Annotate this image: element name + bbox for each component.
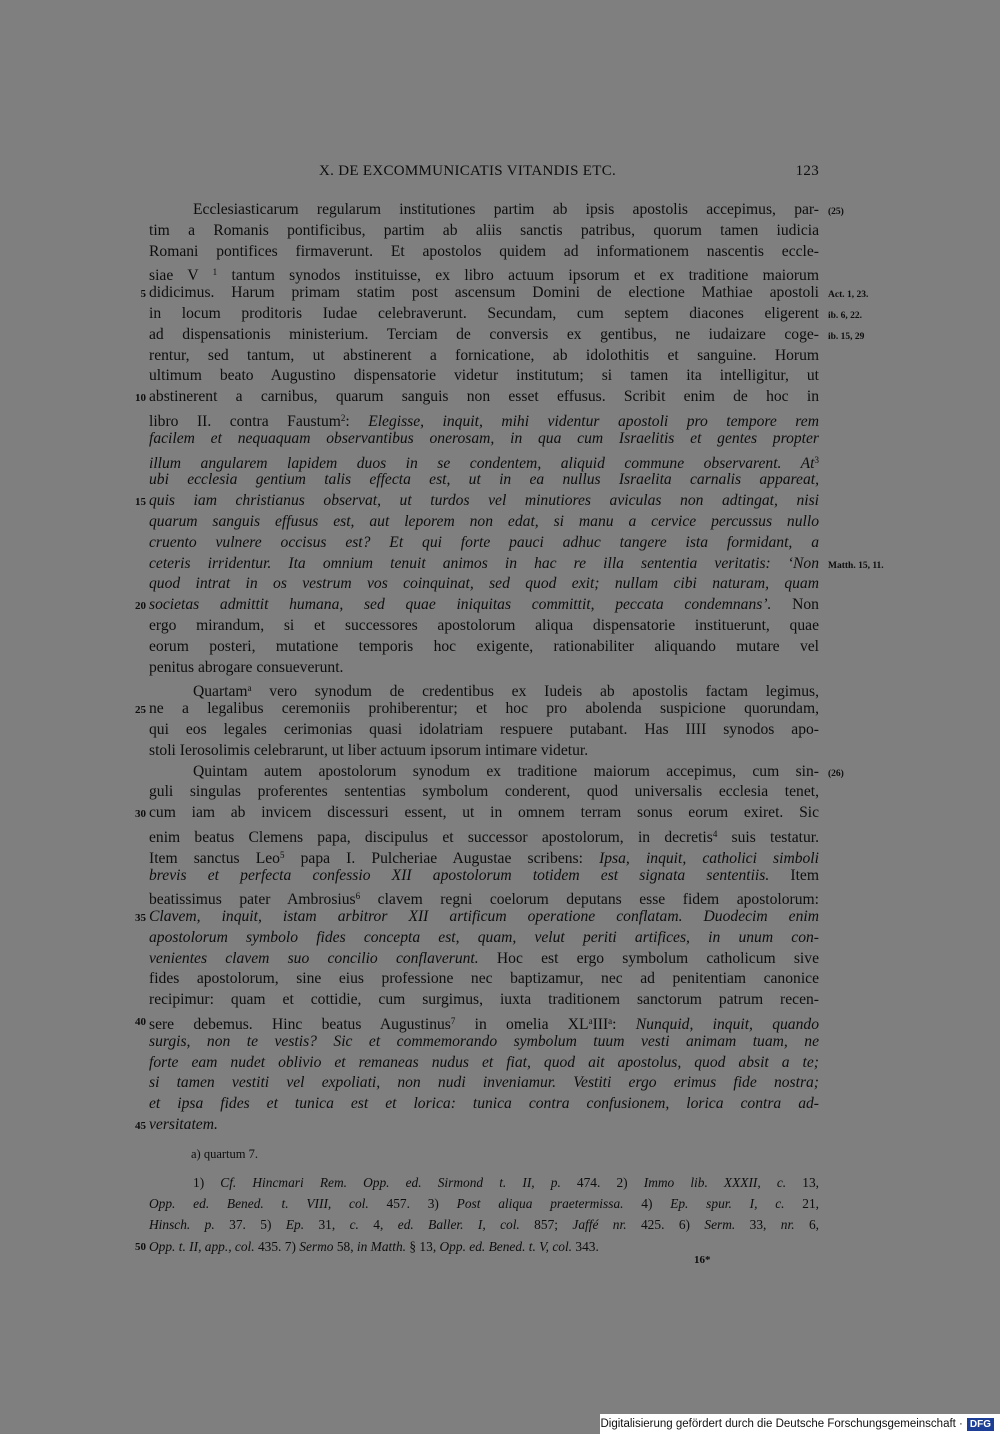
line-text: libro II. contra Faustum$^2$: Elegisse, inquit, mihi videntur apostoli pro tempore rem xyxy=(149,412,819,430)
line-text: cum iam ab invicem discessuri essent, ut in omnem terram sonus eorum exiret. Sic xyxy=(149,804,819,822)
margin-reference: (26) xyxy=(828,768,844,779)
line-text: facilem et nequaquam observantibus onerosam, in qua cum Israelitis et gentes propter xyxy=(149,429,819,447)
text-line xyxy=(149,866,819,887)
text-line xyxy=(135,387,819,408)
line-text: Romani pontifices firmaverunt. Et apostolos quidem ad informationem nascentis eccle- xyxy=(149,242,819,260)
digitization-footer xyxy=(600,1414,1000,1434)
line-number: 35 xyxy=(135,912,146,925)
text-line xyxy=(149,408,819,429)
text-line xyxy=(149,325,865,346)
footnote-line xyxy=(149,1193,819,1214)
margin-reference: Act. 1, 23. xyxy=(828,290,869,301)
line-text: forte eam nudet oblivio et remaneas nudus et fiat, quod ait apostolus, quod absit a te; xyxy=(149,1053,819,1071)
text-line xyxy=(149,346,819,367)
line-text: Hinsch. p. 37. 5) Ep. 31, c. 4, ed. Baller. I, col. 857; Jaffé nr. 425. 6) Serm. 33, nr. 6, xyxy=(149,1217,820,1233)
line-text: quarum sanguis effusus est, aut leporem non edat, si manu a cervice percussus nullo xyxy=(149,512,819,530)
text-line xyxy=(149,470,819,491)
line-text: Ecclesiasticarum regularum institutiones partim ab ipsis apostolis accepimus, par- xyxy=(193,201,819,218)
text-line xyxy=(149,1053,819,1074)
running-header xyxy=(149,163,819,185)
line-text: abstinerent a carnibus, quarum sanguis non esset effusus. Scribit enim de hoc in xyxy=(149,388,819,406)
text-line xyxy=(149,741,819,762)
line-text: ubi ecclesia gentium talis effecta est, ut in ea nullus Israelita carnalis appareat, xyxy=(149,471,819,489)
text-line xyxy=(149,242,819,263)
text-line xyxy=(149,554,884,575)
text-line xyxy=(149,262,819,283)
line-text: sere debemus. Hinc beatus Augustinus$^7$ in omelia $XL^aIII^a$: Nunquid, inquit, quando xyxy=(149,1016,819,1034)
line-text: rentur, sed tantum, ut abstinerent a fornicatione, ab idolothitis et sanguine. Horum xyxy=(149,346,819,364)
line-text: brevis et perfecta confessio XII apostolorum totidem est signata sententiis. Item xyxy=(149,866,819,884)
text-line xyxy=(149,845,819,866)
footnotes xyxy=(135,1172,820,1257)
line-number: 20 xyxy=(135,600,146,613)
text-line xyxy=(149,928,819,949)
text-line xyxy=(149,990,819,1011)
dfg-logo: DFG xyxy=(967,1418,994,1431)
line-text: Clavem, inquit, istam arbitror XII artificum operatione conflatam. Duodecim enim xyxy=(149,908,819,926)
line-text: ceteris irridentur. Ita omnium tenuit animos in hac re illa sententia veritatis: ‘Non xyxy=(149,554,819,572)
line-number: 25 xyxy=(135,704,146,717)
footnote-line xyxy=(149,1214,819,1235)
text-line xyxy=(135,699,819,720)
text-line xyxy=(149,1073,819,1094)
line-text: Quintam autem apostolorum synodum ex traditione maiorum accepimus, cum sin- xyxy=(193,762,819,780)
text-line xyxy=(149,450,819,471)
text-line xyxy=(140,283,869,304)
line-number: 45 xyxy=(135,1120,146,1133)
text-line xyxy=(149,1094,819,1115)
line-number: 15 xyxy=(135,496,146,509)
margin-reference: ib. 6, 22. xyxy=(828,310,863,321)
line-text: ad dispensationis ministerium. Terciam de conversis ex gentibus, ne iudaizare coge- xyxy=(149,325,819,343)
text-line xyxy=(149,512,819,533)
line-text: beatissimus pater Ambrosius$^6$ clavem regni coelorum deputans esse fidem apostolorum: xyxy=(149,891,819,909)
text-line xyxy=(149,949,819,970)
text-line xyxy=(149,762,844,783)
line-text: societas admittit humana, sed quae iniquitas committit, peccata condemnans’. Non xyxy=(149,596,819,614)
text-line xyxy=(135,595,819,616)
text-line xyxy=(135,803,819,824)
line-text: illum angularem lapidem duos in se condentem, aliquid commune observarent. At$^3$ xyxy=(149,454,819,472)
line-number: 40 xyxy=(135,1016,146,1029)
line-text: stoli Ierosolimis celebrarunt, ut liber actuum ipsorum intimare videtur. xyxy=(149,741,589,759)
line-text: quis iam christianus observat, ut turdos vel minutiores aviculas non adtingat, nisi xyxy=(149,492,819,510)
text-line xyxy=(149,533,819,554)
line-text: tim a Romanis pontificibus, partim ab aliis sanctis patribus, quorum tamen iudicia xyxy=(149,221,819,239)
line-text: quod intrat in os vestrum vos coinquinat, sed quod exit; nullam cibi naturam, quam xyxy=(149,575,819,593)
text-line xyxy=(149,616,819,637)
line-text: apostolorum symbolo fides concepta est, quam, velut periti artifices, in unum con- xyxy=(149,928,819,946)
line-text: ne a legalibus ceremoniis prohiberentur; et hoc pro abolenda suspicione quorundam, xyxy=(149,700,819,718)
text-line xyxy=(149,886,819,907)
footnote-line xyxy=(149,1172,819,1193)
text-line xyxy=(149,574,819,595)
line-text: surgis, non te vestis? Sic et commemorando symbolum tuum vesti animam tuam, ne xyxy=(149,1032,819,1050)
variant-note: a) quartum 7. xyxy=(191,1147,258,1161)
margin-reference: Matth. 15, 11. xyxy=(828,560,884,571)
text-line xyxy=(149,429,819,450)
line-text: siae V $^1$ tantum synodos instituisse, ex libro actuum ipsorum et ex traditione maiorum xyxy=(149,267,819,285)
text-line xyxy=(149,200,844,221)
line-text: eorum posteri, mutatione temporis hoc exigente, rationabiliter aliquando mutare vel xyxy=(149,637,819,655)
line-text: fides apostolorum, sine eius professione nec baptizamur, nec ad penitentiam canonice xyxy=(149,970,819,988)
line-number: 50 xyxy=(135,1240,146,1253)
line-text: in locum proditoris Iudae celebraverunt. Secundam, cum septem diacones eligerent xyxy=(149,304,819,322)
main-text xyxy=(135,200,884,1136)
line-number: 10 xyxy=(135,392,146,405)
text-line xyxy=(135,491,819,512)
text-line xyxy=(149,221,819,242)
line-text: didicimus. Harum primam statim post ascensum Domini de electione Mathiae apostoli xyxy=(149,284,819,302)
text-line xyxy=(149,824,819,845)
text-line xyxy=(149,366,819,387)
running-title: X. DE EXCOMMUNICATIS VITANDIS ETC. xyxy=(319,163,617,179)
line-number: 30 xyxy=(135,808,146,821)
text-line xyxy=(149,304,863,325)
line-text: guli singulas proferentes sententias symbolum conderent, quod universalis ecclesia tenet, xyxy=(149,783,819,801)
line-text: ultimum beato Augustino dispensatorie videtur institutum; si tamen ita intelligitur, ut xyxy=(149,367,819,385)
line-text: et ipsa fides et tunica est et lorica: tunica contra confusionem, lorica contra ad- xyxy=(149,1095,819,1113)
text-line xyxy=(135,907,819,928)
text-line xyxy=(149,720,819,741)
page-number: 123 xyxy=(795,163,819,179)
text-line xyxy=(135,1115,819,1136)
text-line xyxy=(149,969,819,990)
text-line xyxy=(149,1032,819,1053)
line-text: Quartam$^a$ vero synodum de credentibus ex Iudeis ab apostolis factam legimus, xyxy=(193,683,819,701)
text-line xyxy=(149,637,819,658)
line-text: Item sanctus Leo$^5$ papa I. Pulcheriae Augustae scribens: Ipsa, inquit, catholici simboli xyxy=(149,849,819,867)
line-text: 1) Cf. Hincmari Rem. Opp. ed. Sirmond t. II, p. 474. 2) Immo lib. XXXII, c. 13, xyxy=(193,1175,820,1190)
footer-text: Digitalisierung gefördert durch die Deutsche Forschungsgemeinschaft · xyxy=(600,1418,963,1430)
line-text: penitus abrogare consueverunt. xyxy=(149,658,344,676)
line-text: versitatem. xyxy=(149,1116,218,1134)
line-number: 5 xyxy=(140,288,146,301)
line-text: recipimur: quam et cottidie, cum surgimus, iuxta traditionem sanctorum patrum recen- xyxy=(149,991,819,1009)
line-text: Opp. ed. Bened. t. VIII, col. 457. 3) Post aliqua praetermissa. 4) Ep. spur. I, c. 21, xyxy=(149,1196,820,1212)
line-text: si tamen vestiti vel expoliati, non nudi inveniamur. Vestiti ergo erimus fide nostra; xyxy=(149,1074,819,1092)
text-line xyxy=(149,658,819,679)
line-text: qui eos legales cerimonias quasi idolatriam respuere putabant. Has IIII synodos apo- xyxy=(149,720,819,738)
line-text: Opp. t. II, app., col. 435. 7) Sermo 58, in Matth. § 13, Opp. ed. Bened. t. V, col. 343. xyxy=(149,1238,599,1254)
text-line xyxy=(149,782,819,803)
text-line xyxy=(135,1011,819,1034)
line-text: venientes clavem suo concilio conflaverunt. Hoc est ergo symbolum catholicum sive xyxy=(149,949,819,967)
margin-reference: ib. 15, 29 xyxy=(828,331,865,342)
margin-reference: (25) xyxy=(828,207,844,217)
text-line xyxy=(149,678,819,699)
signature-mark: 16* xyxy=(694,1254,711,1266)
footnote-line xyxy=(135,1236,819,1257)
line-text: cruento vulnere occisus est? Et qui forte pauci adhuc tangere ista formidant, a xyxy=(149,533,819,551)
line-text: ergo mirandum, si et successores apostolorum aliqua dispensatorie instituerunt, quae xyxy=(149,616,819,634)
line-text: enim beatus Clemens papa, discipulus et successor apostolorum, in decretis$^4$ suis testatur. xyxy=(149,828,819,846)
